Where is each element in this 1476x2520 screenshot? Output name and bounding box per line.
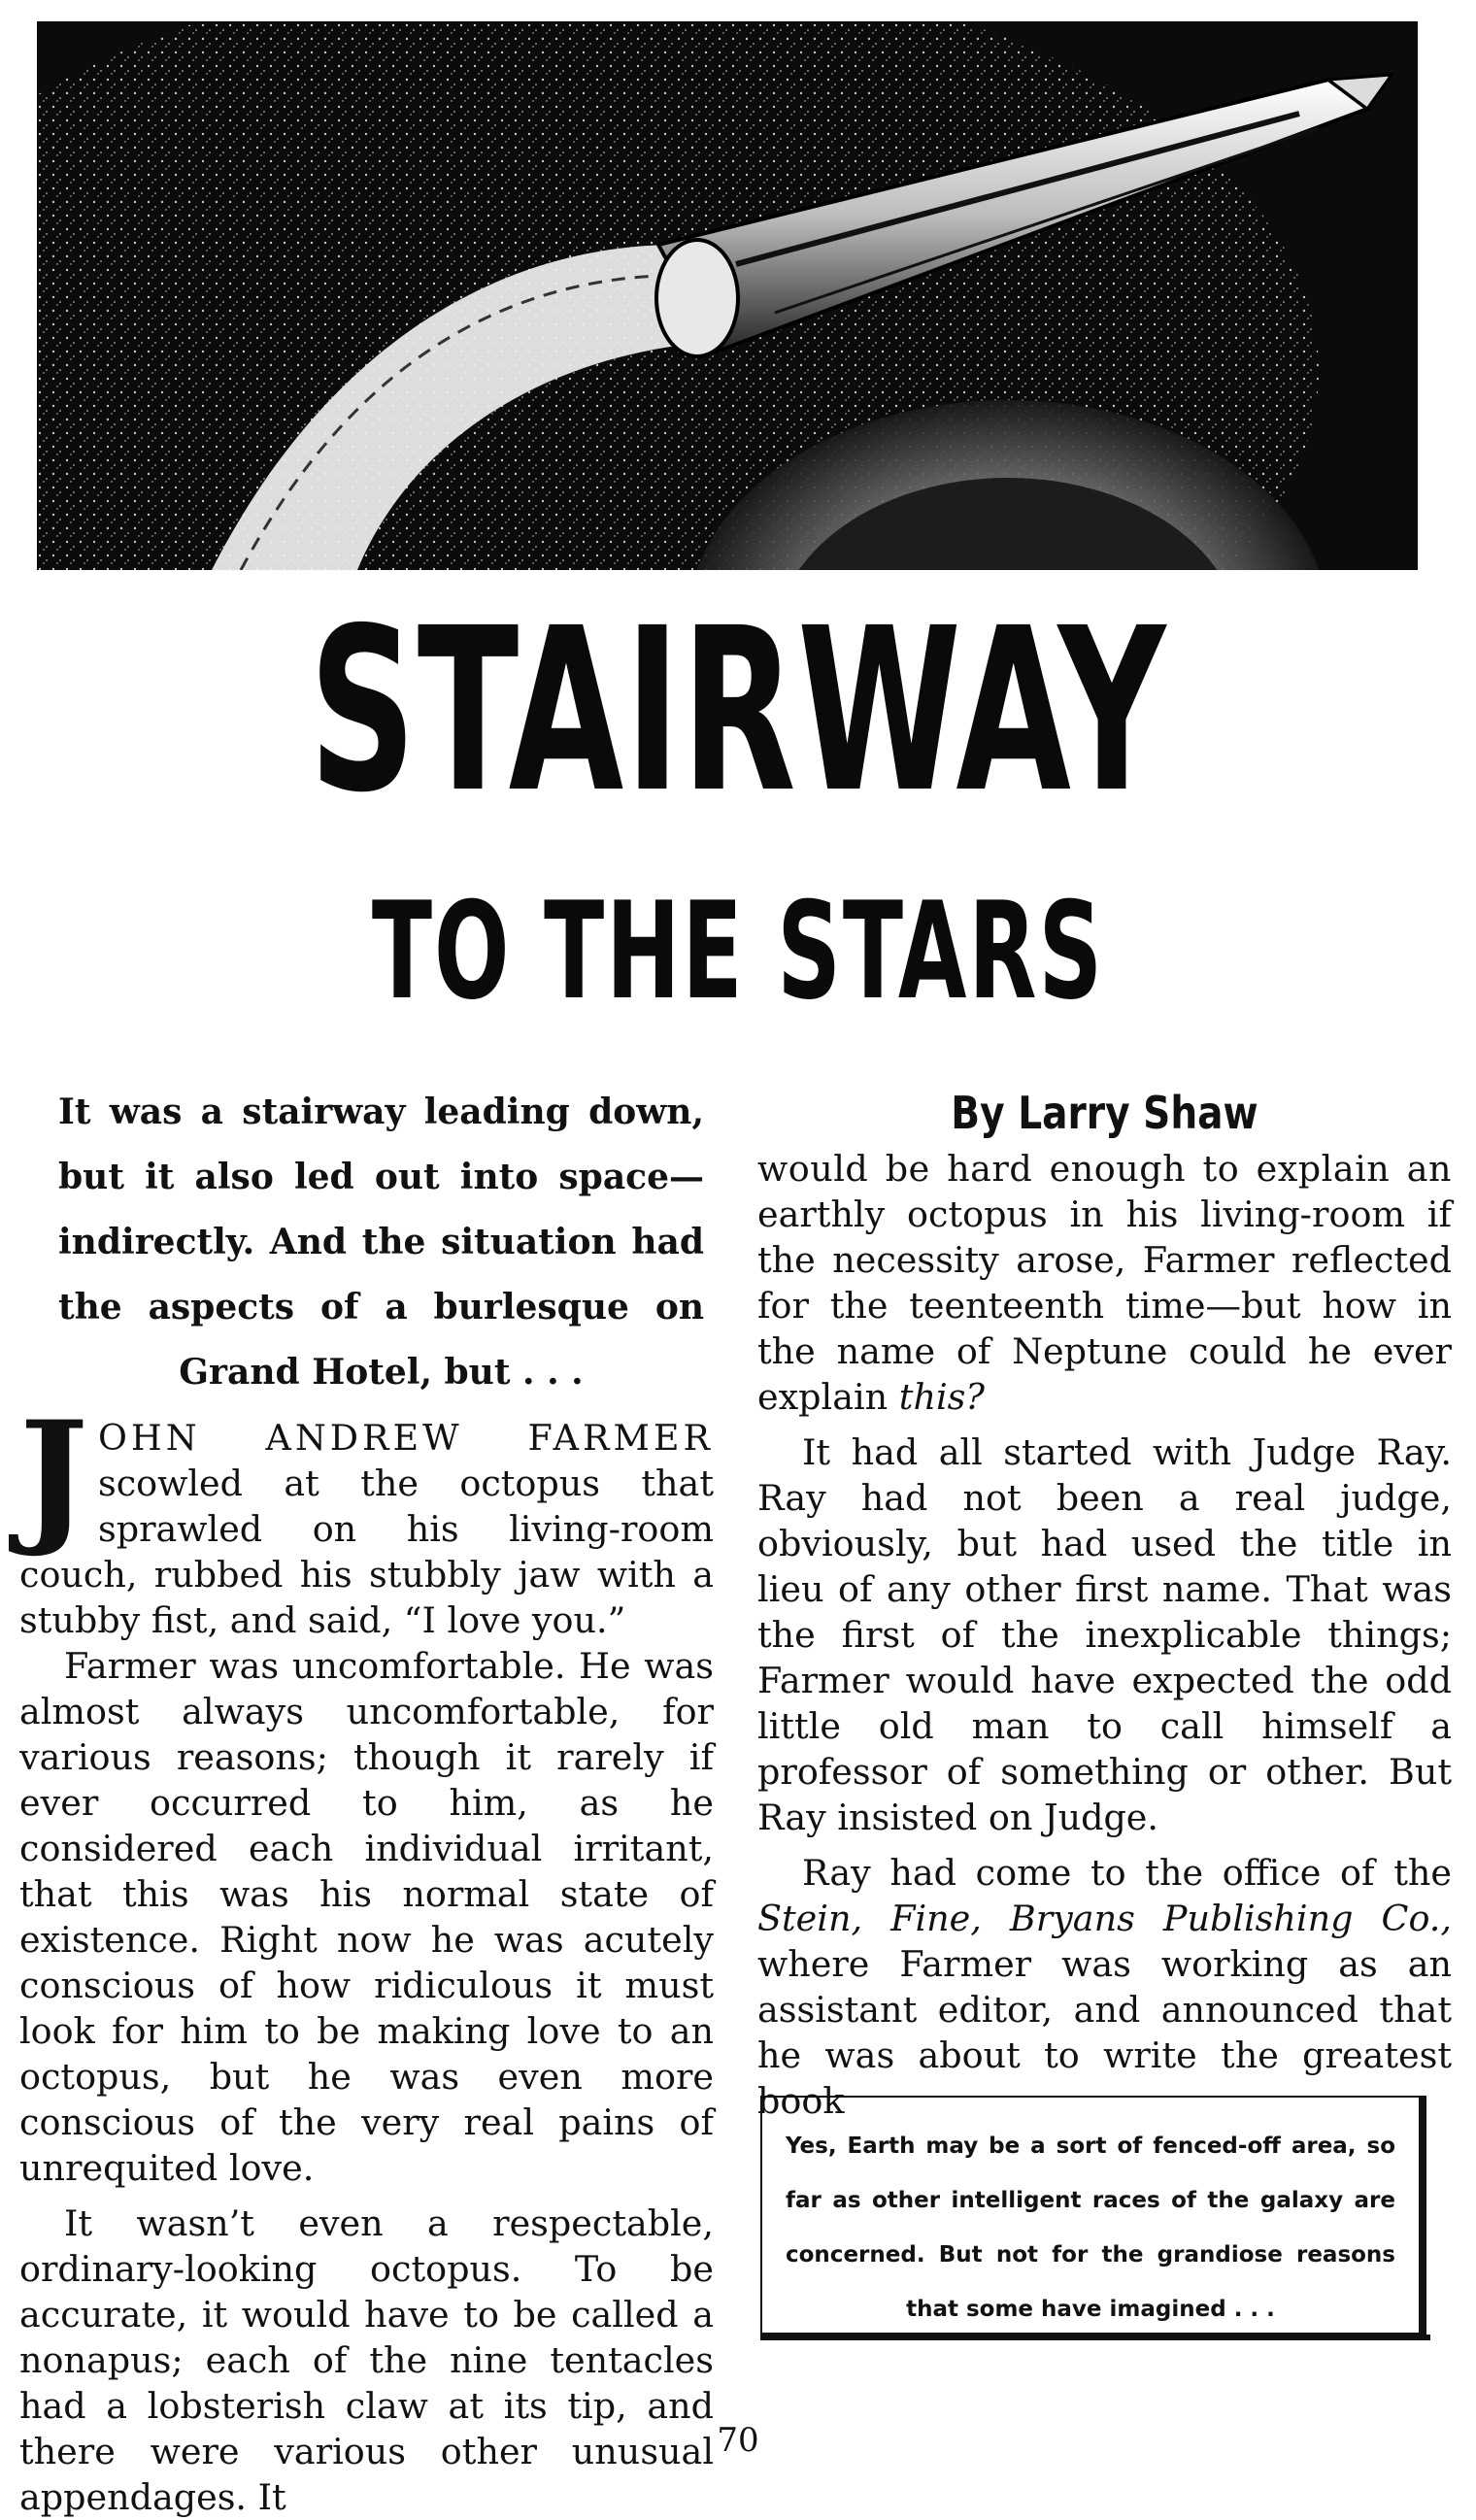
teaser-box: Yes, Earth may be a sort of fenced-off area, so far as other intelligent races of the galaxy are concerned. But not for the grandiose reasons that some have imagined . . .	[760, 2096, 1421, 2335]
paragraph-text: scowled at the octopus that sprawled on his living-room couch, rubbed his stubbly jaw with a stubby fist, and said, “I love you.”	[19, 1462, 714, 1641]
paragraph-text: would be hard enough to explain an earthly octopus in his living-room if the necessity arose, Farmer reflected for the teenteenth time—but how in the name of Neptune could he ever explain	[757, 1148, 1452, 1418]
right-column	[757, 1080, 1452, 2124]
left-column	[19, 1080, 714, 2520]
drop-cap: J	[19, 1390, 88, 1561]
paragraph: It wasn’t even a respectable, ordinary-looking octopus. To be accurate, it would have to be called a nonapus; each of the nine tentacles had a lobsterish claw at its tip, and there were various other unusual appendages. It	[19, 2202, 714, 2518]
emphasis-text: this?	[898, 1376, 985, 1418]
paragraph: It had all started with Judge Ray. Ray had not been a real judge, obviously, but had used the title in lieu of any other first name. That was the first of the inexplicable things; Farmer would have expected the odd little old man to call himself a professor of something or other. But Ray insisted on Judge.	[757, 1431, 1452, 1838]
page-number: 70	[717, 2421, 759, 2460]
header-illustration	[37, 21, 1418, 570]
story-blurb: It was a stairway leading down, but it also led out into space—indirectly. And the situation had the aspects of a burlesque on Grand Hotel, but . . .	[58, 1092, 704, 1393]
publisher-name: Stein, Fine, Bryans Publishing Co.,	[757, 1898, 1452, 1939]
story-title: STAIRWAY	[309, 580, 1167, 842]
paragraph: Farmer was uncomfortable. He was almost always uncomfortable, for various reasons; though it rarely if ever occurred to him, as he considered each individual irritant, that this was his normal state of existence. Right now he was acutely conscious of how ridiculous it must look for him to be making love to an octopus, but he was even more conscious of the very real pains of unrequited love.	[19, 1645, 714, 2189]
opening-paragraph	[19, 1390, 714, 1643]
paragraph	[757, 1850, 1452, 2124]
paragraph-text: where Farmer was working as an assistant editor, and announced that he was about to write the greatest book	[757, 1943, 1452, 2122]
paragraph-text: Ray had come to the office of the	[802, 1852, 1452, 1894]
author-byline: By Larry Shaw	[951, 1087, 1258, 1139]
rocket-icon	[37, 21, 1418, 570]
opening-caps: OHN ANDREW FARMER	[97, 1417, 714, 1459]
paragraph-continued	[757, 1146, 1452, 1420]
story-subtitle: TO THE STARS	[371, 873, 1105, 1029]
